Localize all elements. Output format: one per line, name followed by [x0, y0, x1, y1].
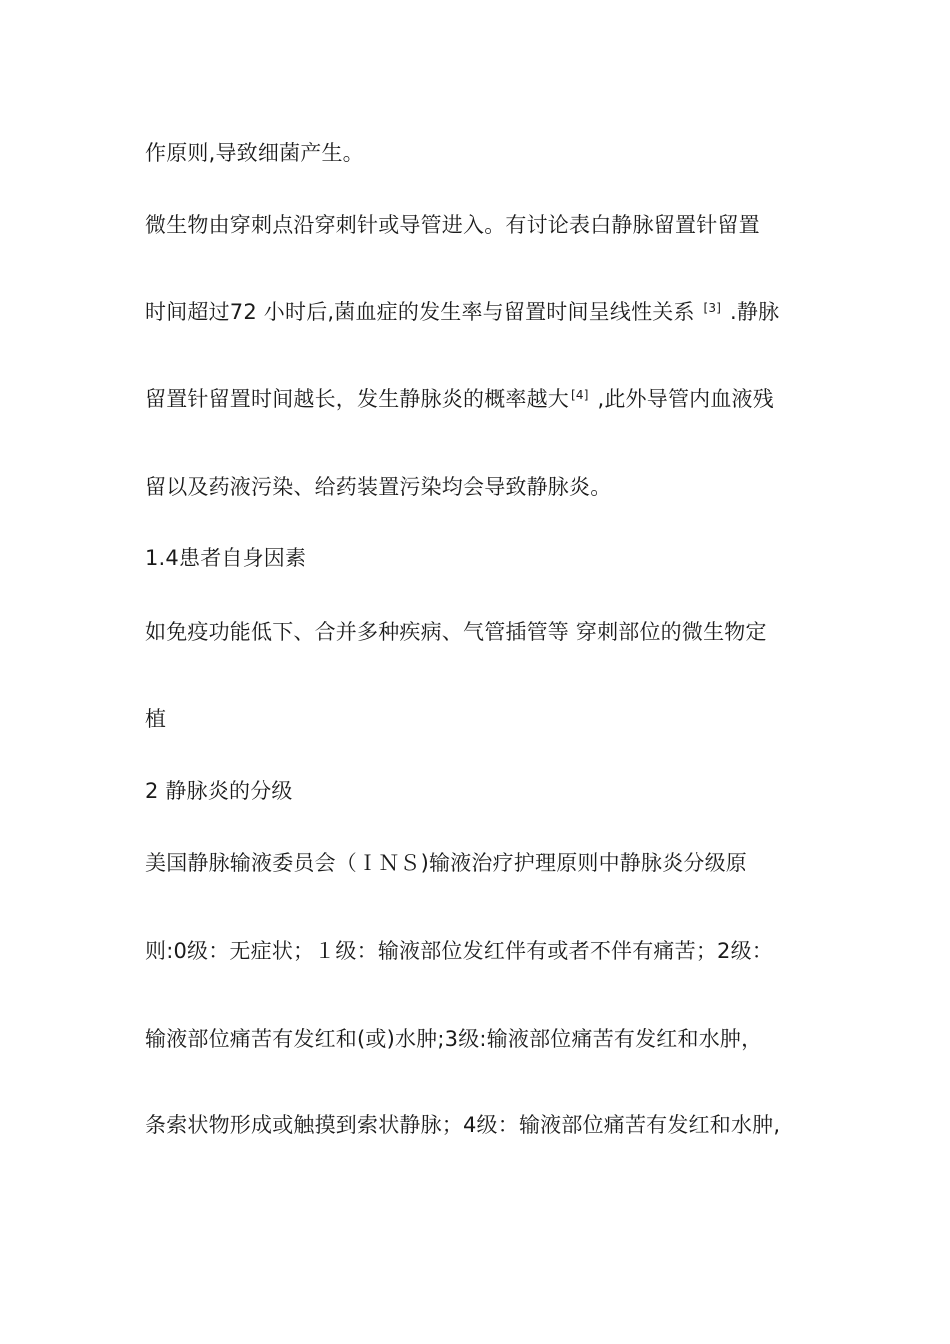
- section-heading-2: [145, 776, 293, 806]
- line-text: 美国静脉输液委员会（ＩＮＳ)输液治疗护理原则中静脉炎分级原: [145, 851, 747, 875]
- line-text: 留以及药液污染、给药装置污染均会导致静脉炎。: [145, 475, 612, 499]
- line-text: 条索状物形成或触摸到索状静脉；4级：输液部位痛苦有发红和水肿,: [145, 1113, 781, 1137]
- line-text: 时间超过72 小时后,菌血症的发生率与留置时间呈线性关系: [145, 300, 702, 324]
- section-heading-1-4: [145, 543, 306, 573]
- paragraph-line-4: [145, 384, 774, 414]
- line-text: 如免疫功能低下、合并多种疾病、气管插管等 穿刺部位的微生物定: [145, 620, 767, 644]
- heading-text: 1.4患者自身因素: [145, 546, 307, 570]
- paragraph-line-9: [145, 936, 773, 966]
- paragraph-line-2: [145, 210, 760, 240]
- line-text: 输液部位痛苦有发红和(或)水肿;3级:输液部位痛苦有发红和水肿，: [145, 1027, 763, 1051]
- paragraph-line-1: [145, 138, 364, 168]
- paragraph-line-3: [145, 297, 779, 327]
- citation-4: [4]: [571, 388, 589, 402]
- citation-3: [3]: [703, 301, 722, 315]
- line-text: 植: [145, 707, 167, 731]
- line-text: 微生物由穿刺点沿穿刺针或导管进入。有讨论表白静脉留置针留置: [145, 213, 760, 237]
- paragraph-line-6: [145, 617, 767, 647]
- line-text: 作原则,导致细菌产生。: [145, 141, 364, 165]
- line-text: 留置针留置时间越长，发生静脉炎的概率越大: [145, 387, 569, 411]
- paragraph-line-11: [145, 1110, 780, 1140]
- line-text: .静脉: [723, 300, 780, 324]
- heading-text: 2 静脉炎的分级: [145, 779, 293, 803]
- paragraph-line-8: [145, 848, 747, 878]
- line-text: ,此外导管内血液残: [590, 387, 774, 411]
- line-text: 则:0级：无症状；１级：输液部位发红伴有或者不伴有痛苦；2级：: [145, 939, 773, 963]
- paragraph-line-7: [145, 704, 166, 734]
- paragraph-line-10: [145, 1024, 762, 1054]
- paragraph-line-5: [145, 472, 611, 502]
